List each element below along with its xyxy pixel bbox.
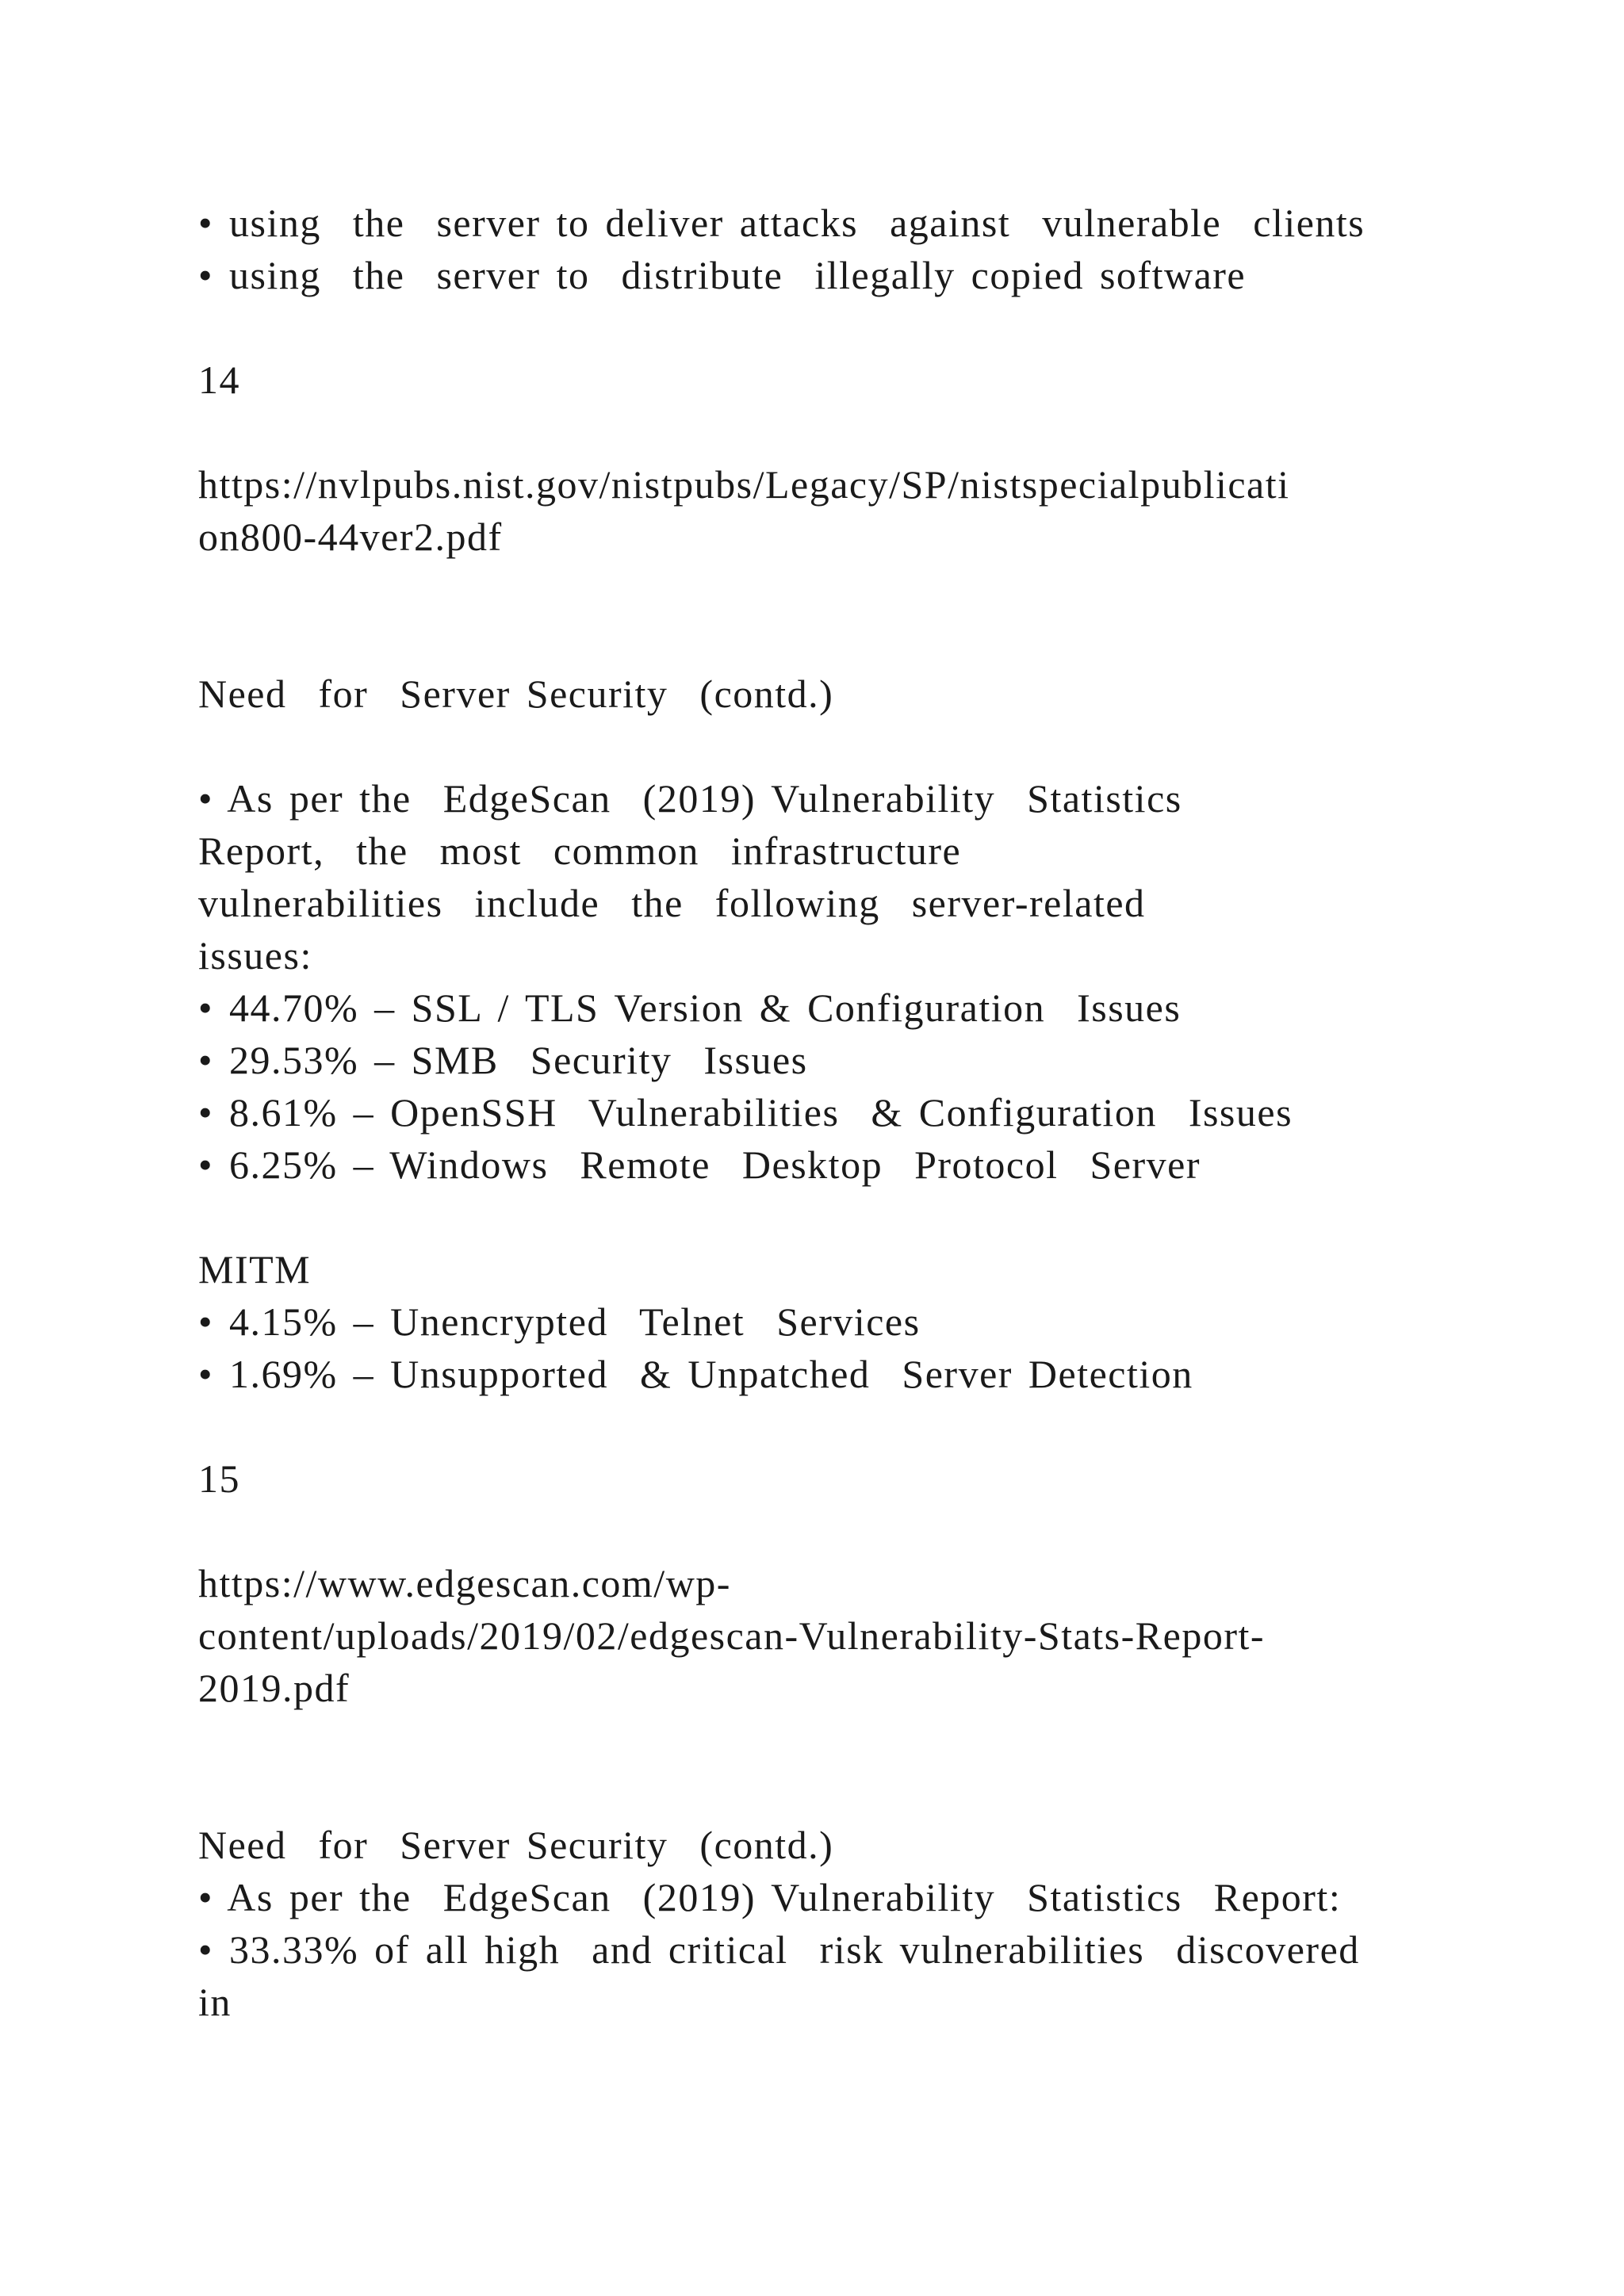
paragraph-line: MITM bbox=[198, 1247, 312, 1292]
bullet-line: • using the server to distribute illegally copied software bbox=[198, 253, 1247, 297]
page-number: 15 bbox=[198, 1456, 240, 1501]
reference-url: https://nvlpubs.nist.gov/nistpubs/Legacy/SP/nistspecialpublicati bbox=[198, 462, 1290, 507]
bullet-line: • using the server to deliver attacks against vulnerable clients bbox=[198, 201, 1365, 245]
reference-url: 2019.pdf bbox=[198, 1666, 350, 1710]
paragraph-line: Report, the most common infrastructure bbox=[198, 828, 962, 873]
bullet-line: • 8.61% – OpenSSH Vulnerabilities & Configuration Issues bbox=[198, 1090, 1293, 1135]
section-heading: Need for Server Security (contd.) bbox=[198, 1823, 834, 1867]
bullet-line: • 6.25% – Windows Remote Desktop Protocol Server bbox=[198, 1142, 1201, 1187]
reference-url: content/uploads/2019/02/edgescan-Vulnerability-Stats-Report- bbox=[198, 1613, 1266, 1658]
bullet-line: • As per the EdgeScan (2019) Vulnerability Statistics Report: bbox=[198, 1875, 1342, 1919]
section-heading: Need for Server Security (contd.) bbox=[198, 672, 834, 716]
reference-url: on800-44ver2.pdf bbox=[198, 515, 503, 559]
paragraph-line: in bbox=[198, 1980, 232, 2024]
bullet-line: • 29.53% – SMB Security Issues bbox=[198, 1038, 808, 1082]
bullet-line: • 33.33% of all high and critical risk vulnerabilities discovered bbox=[198, 1927, 1360, 1972]
paragraph-line: issues: bbox=[198, 933, 312, 978]
bullet-line: • 44.70% – SSL / TLS Version & Configuration Issues bbox=[198, 985, 1182, 1030]
bullet-line: • As per the EdgeScan (2019) Vulnerability Statistics bbox=[198, 776, 1182, 821]
paragraph-line: vulnerabilities include the following server-related bbox=[198, 881, 1146, 925]
bullet-line: • 4.15% – Unencrypted Telnet Services bbox=[198, 1299, 921, 1344]
bullet-line: • 1.69% – Unsupported & Unpatched Server Detection bbox=[198, 1352, 1193, 1396]
page-number: 14 bbox=[198, 358, 240, 402]
reference-url: https://www.edgescan.com/wp- bbox=[198, 1561, 731, 1605]
